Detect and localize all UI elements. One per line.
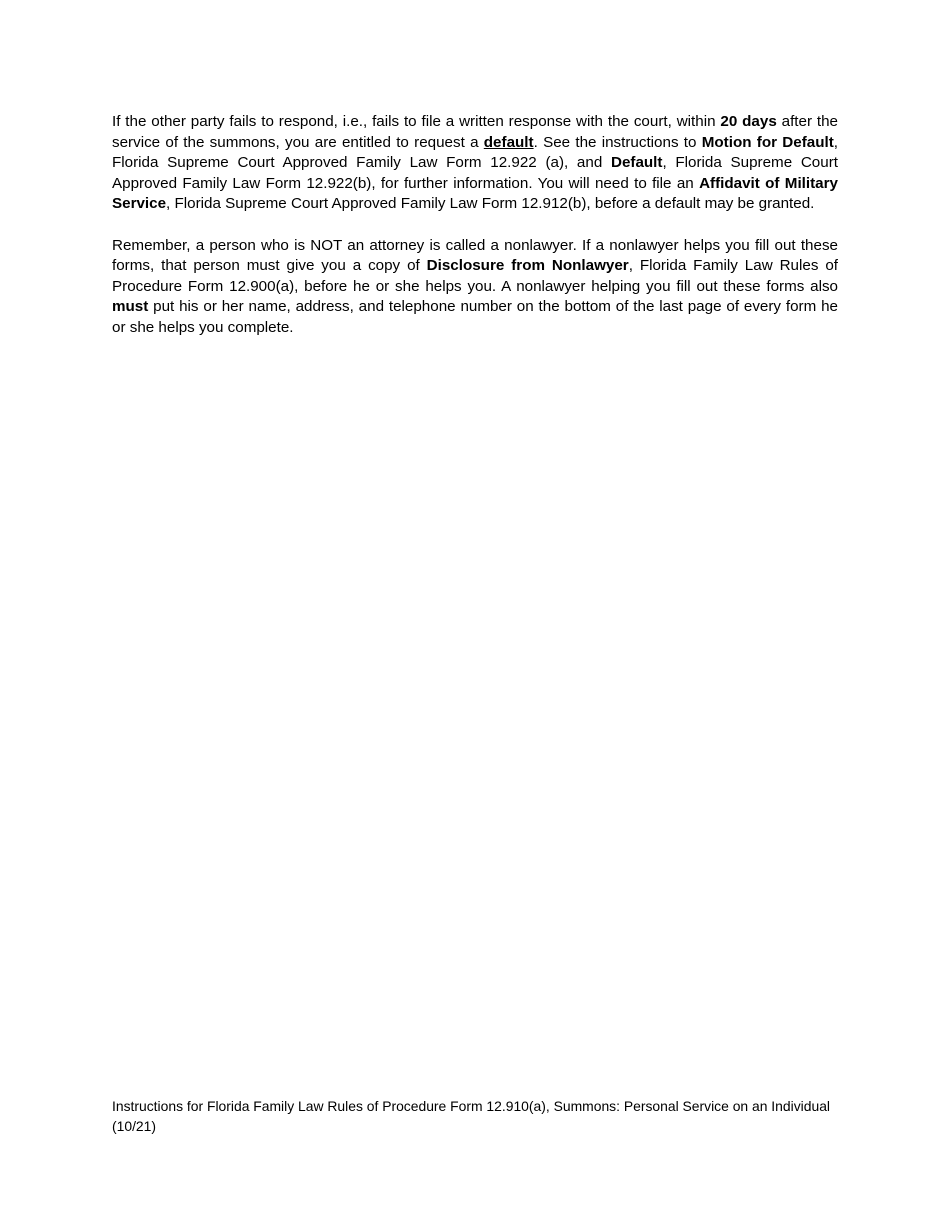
page-footer: Instructions for Florida Family Law Rules of Procedure Form 12.910(a), Summons: Personal Service on an Individual (10/21): [112, 1098, 830, 1134]
bold-affidavit-military-service: Affidavit of Military Service: [112, 174, 838, 212]
text-span: If the other party fails to respond, i.e., fails to file a written response with the court, within: [112, 113, 721, 130]
default-paragraph: [112, 112, 838, 215]
text-span: , Florida Supreme Court Approved Family Law Form 12.922(b), for further information. You will need to file an: [112, 154, 838, 192]
nonlawyer-paragraph: [112, 236, 838, 339]
bold-default-term: [484, 134, 534, 151]
text-span: , Florida Family Law Rules of Procedure Form 12.900(a), before he or she helps you. A nonlawyer helping you fill out these forms also: [112, 257, 838, 295]
text-span: Remember, a person who is NOT an attorney is called a nonlawyer. If a nonlawyer helps you fill out these forms, that person must give you a copy of: [112, 236, 838, 274]
bold-must: must: [112, 298, 149, 315]
text-span: put his or her name, address, and telephone number on the bottom of the last page of every form he or she helps you complete.: [112, 298, 838, 336]
text-span: after the service of the summons, you are entitled to request a: [112, 113, 838, 151]
bold-motion-for-default: Motion for Default: [701, 133, 834, 151]
text-span: , Florida Supreme Court Approved Family Law Form 12.922 (a), and: [112, 133, 838, 171]
bold-20-days: 20 days: [720, 113, 777, 130]
document-body: [112, 112, 838, 359]
bold-disclosure-from-nonlawyer: Disclosure from Nonlawyer: [426, 257, 629, 274]
underlined-default: default: [483, 133, 534, 151]
bold-default: Default: [610, 154, 663, 171]
text-span: , Florida Supreme Court Approved Family Law Form 12.912(b), before a default may be granted.: [166, 195, 815, 212]
text-span: . See the instructions to: [533, 133, 702, 151]
